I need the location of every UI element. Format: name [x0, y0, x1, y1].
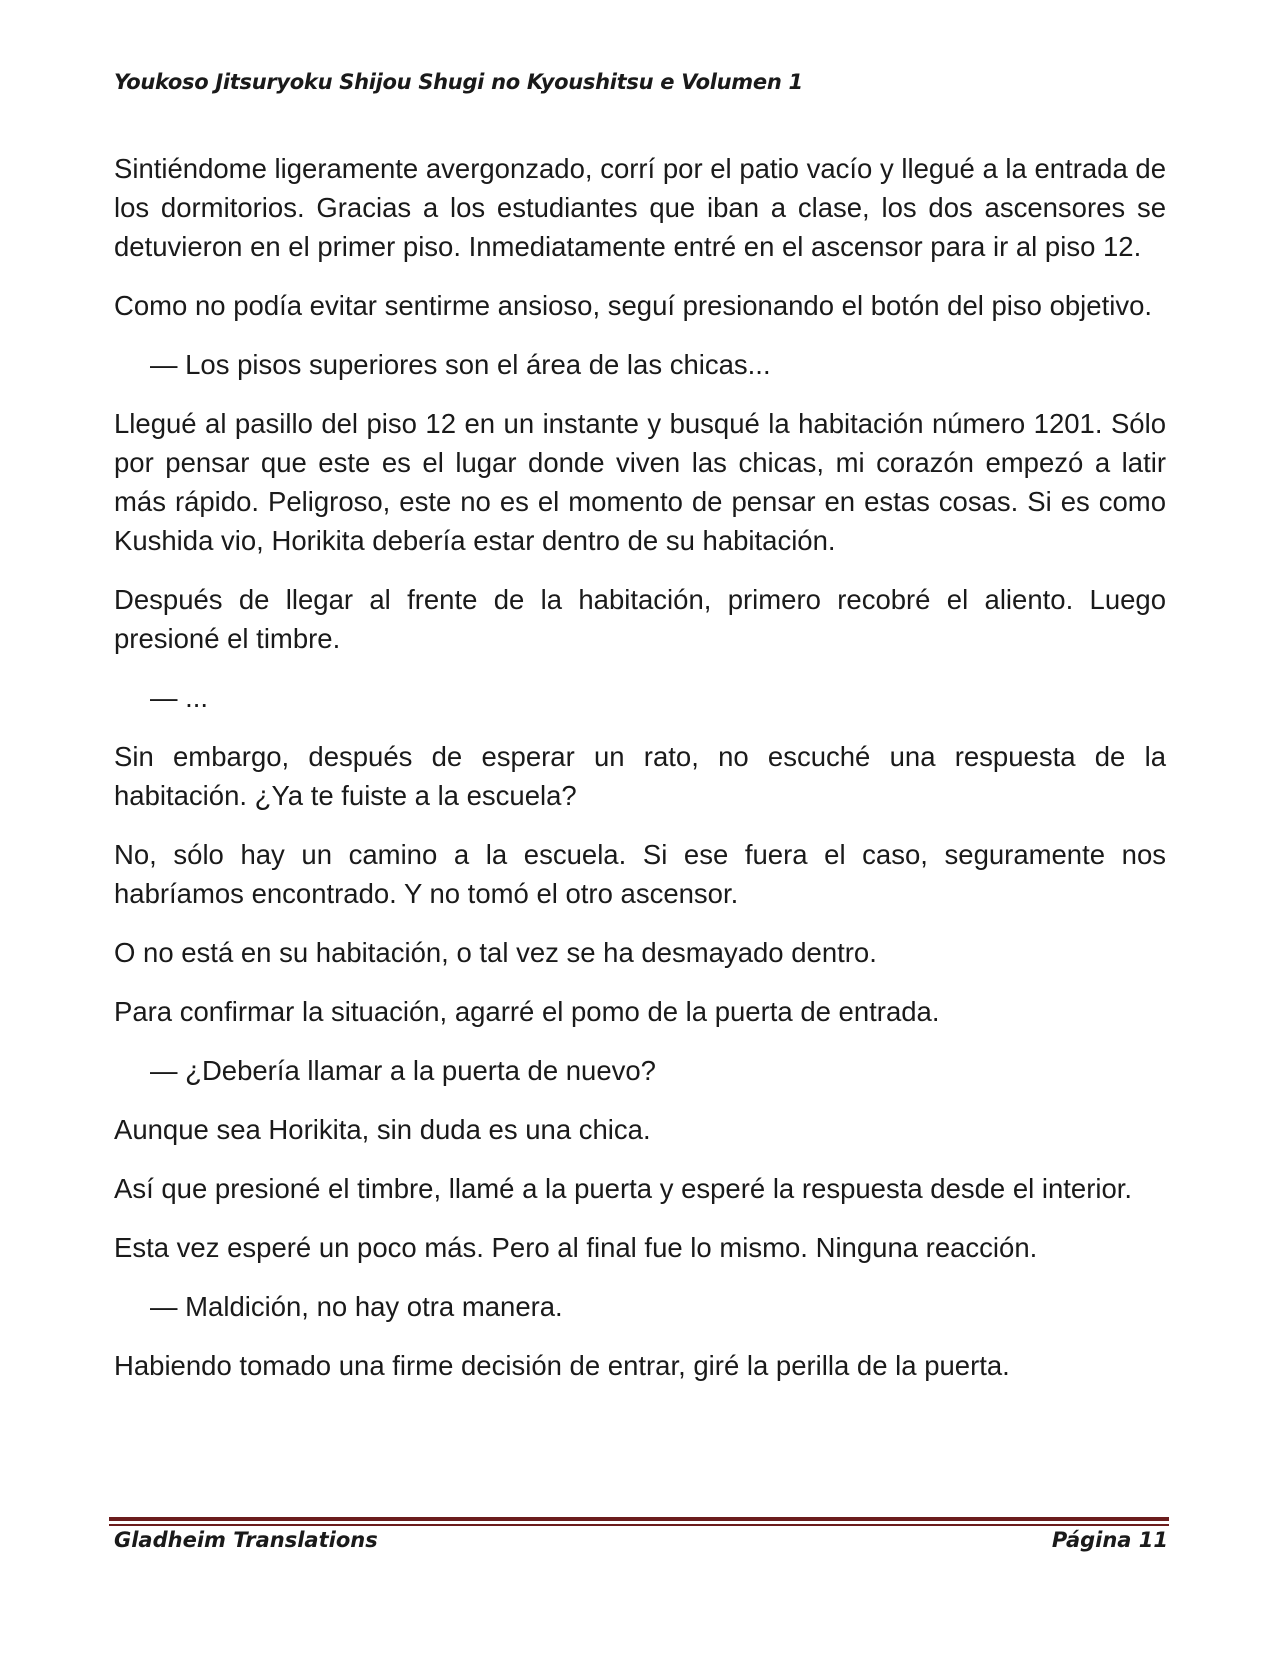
paragraph: O no está en su habitación, o tal vez se ha desmayado dentro.	[114, 937, 877, 968]
paragraph: Llegué al pasillo del piso 12 en un instante y busqué la habitación número 1201. Sólo por pensar que este es el lugar donde viven las chicas, mi corazón empezó a latir más rápido. Peligroso, este no es el momento de pensar en estas cosas. Si es como Kushida vio, Horikita debería estar dentro de su habitación.	[114, 408, 1166, 556]
paragraph: Así que presioné el timbre, llamé a la puerta y esperé la respuesta desde el interior.	[114, 1173, 1133, 1204]
footer-translator: Gladheim Translations	[114, 1528, 378, 1552]
dialog-line: — ...	[150, 682, 209, 713]
page-header-title: Youkoso Jitsuryoku Shijou Shugi no Kyoushitsu e Volumen 1	[114, 70, 803, 94]
document-body	[114, 149, 1166, 1405]
paragraph: Después de llegar al frente de la habitación, primero recobré el aliento. Luego presioné el timbre.	[114, 584, 1166, 654]
paragraph: No, sólo hay un camino a la escuela. Si ese fuera el caso, seguramente nos habríamos encontrado. Y no tomó el otro ascensor.	[114, 839, 1166, 909]
dialog-line: — ¿Debería llamar a la puerta de nuevo?	[150, 1055, 656, 1086]
paragraph: Esta vez esperé un poco más. Pero al final fue lo mismo. Ninguna reacción.	[114, 1232, 1038, 1263]
paragraph: Habiendo tomado una firme decisión de entrar, giré la perilla de la puerta.	[114, 1350, 1010, 1381]
dialog-line: — Maldición, no hay otra manera.	[150, 1291, 563, 1322]
paragraph: Como no podía evitar sentirme ansioso, seguí presionando el botón del piso objetivo.	[114, 290, 1153, 321]
paragraph: Para confirmar la situación, agarré el pomo de la puerta de entrada.	[114, 996, 940, 1027]
paragraph: Sintiéndome ligeramente avergonzado, corrí por el patio vacío y llegué a la entrada de los dormitorios. Gracias a los estudiantes que iban a clase, los dos ascensores se detuvieron en el primer piso. Inmediatamente entré en el ascensor para ir al piso 12.	[114, 153, 1166, 262]
footer-page-number: Página 11	[1051, 1528, 1168, 1552]
footer-divider-thin	[109, 1524, 1169, 1526]
dialog-line: — Los pisos superiores son el área de las chicas...	[150, 349, 771, 380]
paragraph: Aunque sea Horikita, sin duda es una chica.	[114, 1114, 651, 1145]
footer-divider	[109, 1517, 1169, 1521]
paragraph: Sin embargo, después de esperar un rato, no escuché una respuesta de la habitación. ¿Ya te fuiste a la escuela?	[114, 741, 1166, 811]
